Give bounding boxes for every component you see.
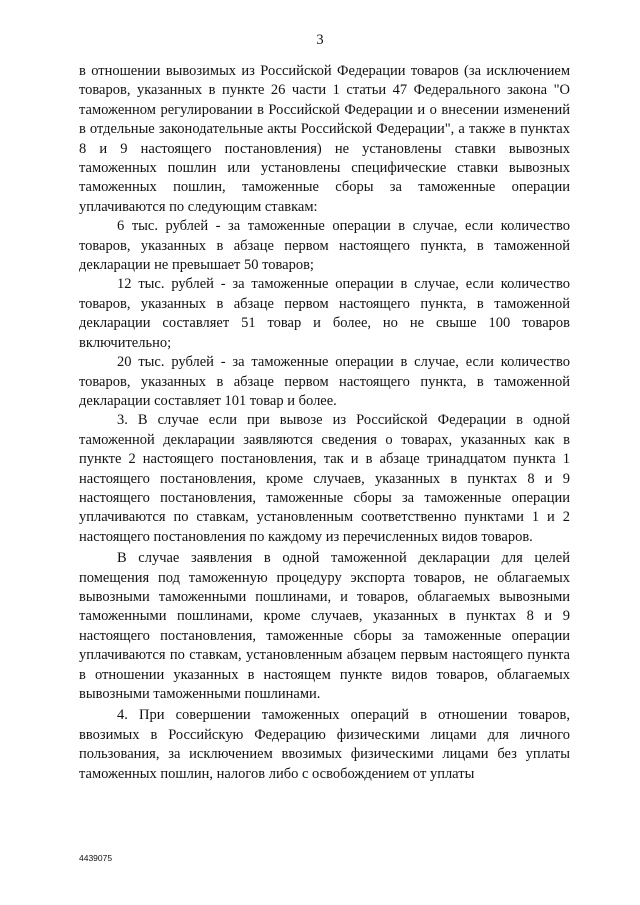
paragraph-item-3: 3. В случае если при вывозе из Российской Федерации в одной таможенной декларации заявляются сведения о товарах, указанных как в пункте 2 настоящего постановления, так и в абзаце тринадцатом пункта 1 настоящего постановления, кроме случаев, указанных в пунктах 8 и 9 настоящего постановления, таможенные сборы за таможенные операции уплачиваются по ставкам, установленным соответственно пунктами 1 и 2 настоящего постановления по каждому из перечисленных видов товаров.: [79, 412, 570, 545]
page-number: 3: [316, 32, 324, 48]
paragraph-item-3-export: В случае заявления в одной таможенной декларации для целей помещения под таможенную процедуру экспорта товаров, не облагаемых вывозными таможенными пошлинами, и товаров, облагаемых вывозными таможенными пошлинами, кроме случаев, указанных в пунктах 8 и 9 настоящего постановления, таможенные сборы за таможенные операции уплачиваются по ставкам, установленным абзацем первым настоящего пункта в отношении указанных в настоящем пункте видов товаров, облагаемых вывозными таможенными пошлинами.: [79, 550, 570, 702]
paragraph-rate-6k: 6 тыс. рублей - за таможенные операции в случае, если количество товаров, указанных в абзаце первом настоящего пункта, в таможенной декларации не превышает 50 товаров;: [79, 218, 570, 274]
document-id: 4439075: [79, 853, 113, 863]
paragraph-rate-20k: 20 тыс. рублей - за таможенные операции в случае, если количество товаров, указанных в абзаце первом настоящего пункта, в таможенной декларации составляет 101 товар и более.: [79, 354, 570, 409]
paragraph-item-4: 4. При совершении таможенных операций в отношении товаров, ввозимых в Российскую Федерацию физическими лицами для личного пользования, за исключением ввозимых физическими лицами без уплаты таможенных пошлин, налогов либо с освобождением от уплаты: [79, 707, 570, 782]
document-body: [79, 62, 570, 784]
paragraph-rate-12k: 12 тыс. рублей - за таможенные операции в случае, если количество товаров, указанных в абзаце первом настоящего пункта, в таможенной декларации составляет 51 товар и более, но не свыше 100 товаров включительно;: [79, 276, 570, 351]
paragraph-continuation: в отношении вывозимых из Российской Федерации товаров (за исключением товаров, указанных в пункте 26 части 1 статьи 47 Федерального закона "О таможенном регулировании в Российской Федерации и о внесении изменений в отдельные законодательные акты Российской Федерации", а также в пунктах 8 и 9 настоящего постановления) не установлены ставки вывозных таможенных пошлин или установлены специфические ставки вывозных таможенных пошлин, таможенные сборы за таможенные операции уплачиваются по следующим ставкам:: [79, 63, 570, 215]
